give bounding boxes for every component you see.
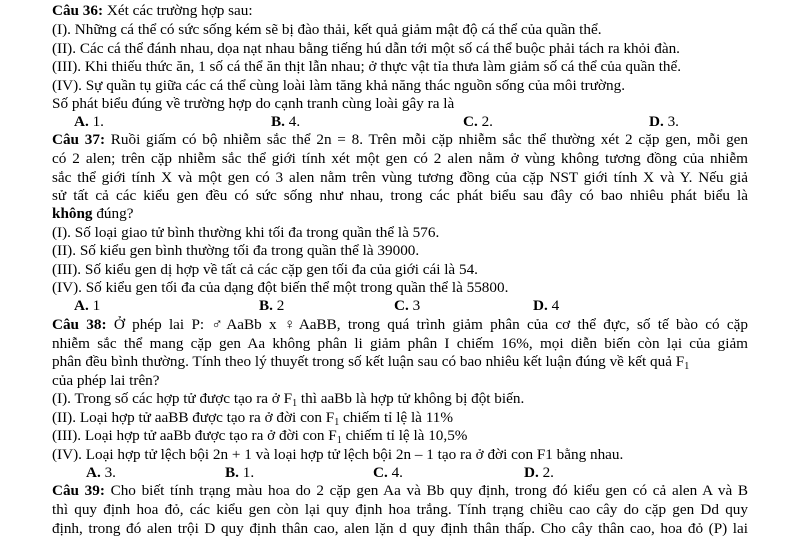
q37-item-4: (IV). Số kiểu gen tối đa của dạng đột biến thể một trong quần thể là 55800.	[52, 279, 509, 296]
q37-line-5	[52, 205, 748, 223]
q36-option-c[interactable]	[463, 113, 493, 131]
q38-item-1	[52, 390, 748, 408]
q38-item-3-post: chiếm tỉ lệ là 10,5%	[341, 427, 468, 444]
q38-line-1-text: Ở phép lai P: ♂AaBb x ♀AaBB, trong quá trình giảm phân của cơ thể đực, số tế bào có cặp	[106, 316, 748, 333]
q36-option-a-key: A.	[74, 113, 89, 130]
q39-label: Câu 39:	[52, 482, 105, 499]
q37-option-d-key: D.	[533, 297, 548, 314]
q36-option-d[interactable]	[649, 113, 679, 131]
q38-option-d-text: 2.	[538, 464, 554, 481]
q38-option-a-key: A.	[86, 464, 101, 481]
q36-option-a[interactable]	[74, 113, 104, 131]
q38-option-c-text: 4.	[387, 464, 403, 481]
q39-line-1-text: Cho biết tính trạng màu hoa do 2 cặp gen Aa và Bb quy định, trong đó kiểu gen có cả alen A và B	[104, 482, 748, 499]
q38-item-4: (IV). Loại hợp tử lệch bội 2n + 1 và loại hợp tử lệch bội 2n – 1 tạo ra ở đời con F1 bằng nhau.	[52, 446, 624, 463]
q37-option-b-text: 2	[272, 297, 285, 314]
q37-bold-word: không	[52, 205, 93, 222]
q36-option-a-text: 1.	[88, 113, 104, 130]
q36-item-3: (III). Khi thiếu thức ăn, 1 số cá thể ăn thịt lẫn nhau; ở thực vật tỉa thưa làm giảm số cá thể của quần thể.	[52, 58, 682, 75]
q36-item-4: (IV). Sự quần tụ giữa các cá thể cùng loài làm tăng khả năng thác nguồn sống của môi trường.	[52, 77, 625, 94]
q38-line-2: nhiễm sắc thể mang cặp gen Aa không phân li giảm phân I chiếm 16%, mọi diễn biến còn lại của giảm	[52, 335, 748, 352]
q36-item-2: (II). Các cá thể đánh nhau, dọa nạt nhau bằng tiếng hú dẫn tới một số cá thể buộc phải tách ra khỏi đàn.	[52, 40, 680, 57]
q37-line-1-text: Ruồi giấm có bộ nhiễm sắc thể 2n = 8. Trên mỗi cặp nhiễm sắc thể thường xét 2 cặp gen, mỗi gen	[105, 131, 748, 148]
q36-option-d-key: D.	[649, 113, 664, 130]
q38-line-3-sub: 1	[684, 361, 690, 372]
q37-option-b[interactable]	[259, 297, 284, 315]
q37-line-1	[52, 131, 748, 149]
q38-option-b-text: 1.	[238, 464, 255, 481]
q36-stem-text: Xét các trường hợp sau:	[103, 2, 253, 19]
q38-option-d[interactable]	[524, 464, 554, 482]
q37-item-2: (II). Số kiểu gen bình thường tối đa trong quần thể là 39000.	[52, 242, 420, 259]
q38-option-a[interactable]	[86, 464, 116, 482]
q38-option-b[interactable]	[225, 464, 254, 482]
q37-option-d[interactable]	[533, 297, 559, 315]
q37-option-d-text: 4	[547, 297, 560, 314]
q36-item-1: (I). Những cá thể có sức sống kém sẽ bị đào thải, kết quả giảm mật độ cá thể của quần thể.	[52, 21, 602, 38]
q38-option-c[interactable]	[373, 464, 403, 482]
q39-line-2: thì quy định hoa đỏ, các kiểu gen còn lại quy định hoa trắng. Tính trạng chiều cao cây do cặp gen Dd quy	[52, 501, 748, 518]
q38-line-1	[52, 316, 748, 334]
q36-option-b-text: 4.	[284, 113, 301, 130]
q38-option-c-key: C.	[373, 464, 388, 481]
q37-option-a[interactable]	[74, 297, 100, 315]
q37-line-2: có 2 alen; trên cặp nhiễm sắc thể giới tính xét một gen có 2 alen nằm ở vùng không tương đồng của nhiễm	[52, 150, 748, 167]
q37-line-3: sắc thể giới tính X và một gen có 3 alen nằm trên vùng tương đồng của cặp NST giới tính X và Y. Nếu giả	[52, 169, 748, 186]
q38-item-1-post: thì aaBb là hợp tử không bị đột biến.	[297, 390, 525, 407]
q38-item-2	[52, 409, 748, 427]
q36-question: Số phát biểu đúng về trường hợp do cạnh tranh cùng loài gây ra là	[52, 95, 455, 112]
q38-item-1-sub: 1	[292, 398, 298, 409]
q38-option-b-key: B.	[225, 464, 239, 481]
q38-line-3-text: phân đều bình thường. Tính theo lý thuyết trong số kết luận sau có bao nhiêu kết luận đúng về kết quả F	[52, 353, 685, 370]
q38-item-1-pre: (I). Trong số các hợp tử được tạo ra ở F	[52, 390, 293, 407]
q38-item-2-pre: (II). Loại hợp tử aaBB được tạo ra ở đời con F	[52, 409, 335, 426]
q36-option-c-key: C.	[463, 113, 478, 130]
q38-item-2-post: chiếm tỉ lệ là 11%	[339, 409, 453, 426]
q37-option-c[interactable]	[394, 297, 420, 315]
q37-option-a-text: 1	[88, 297, 101, 314]
q38-item-3-sub: 1	[336, 435, 342, 446]
q37-option-c-text: 3	[408, 297, 421, 314]
q36-label: Câu 36:	[52, 2, 104, 19]
q38-label: Câu 38:	[52, 316, 107, 333]
q36-option-b[interactable]	[271, 113, 300, 131]
q38-item-2-sub: 1	[334, 417, 340, 428]
q38-item-3	[52, 427, 748, 445]
q37-item-3: (III). Số kiểu gen dị hợp về tất cả các cặp gen tối đa của giới cái là 54.	[52, 261, 478, 278]
q36-stem	[52, 2, 748, 20]
q39-line-3: định, trong đó alen trội D quy định thân cao, alen lặn d quy định thân thấp. Cho cây thân cao, hoa đỏ (P) lai	[52, 520, 748, 537]
q38-item-3-pre: (III). Loại hợp tử aaBb được tạo ra ở đời con F	[52, 427, 337, 444]
q38-option-a-text: 3.	[100, 464, 116, 481]
q37-after-bold: đúng?	[92, 205, 134, 222]
q37-option-a-key: A.	[74, 297, 89, 314]
q37-line-4: sử tất cả các kiểu gen đều có sức sống như nhau, trong các phát biểu sau đây có bao nhiêu phát biểu là	[52, 187, 748, 204]
q36-option-b-key: B.	[271, 113, 285, 130]
q38-line-3	[52, 353, 748, 371]
q37-label: Câu 37:	[52, 131, 106, 148]
q37-option-b-key: B.	[259, 297, 273, 314]
q37-option-c-key: C.	[394, 297, 409, 314]
q38-line-4: của phép lai trên?	[52, 372, 160, 389]
q36-option-c-text: 2.	[477, 113, 493, 130]
q38-option-d-key: D.	[524, 464, 539, 481]
q39-line-1	[52, 482, 748, 500]
q37-item-1: (I). Số loại giao tử bình thường khi tối đa trong quần thể là 576.	[52, 224, 440, 241]
q36-option-d-text: 3.	[663, 113, 679, 130]
